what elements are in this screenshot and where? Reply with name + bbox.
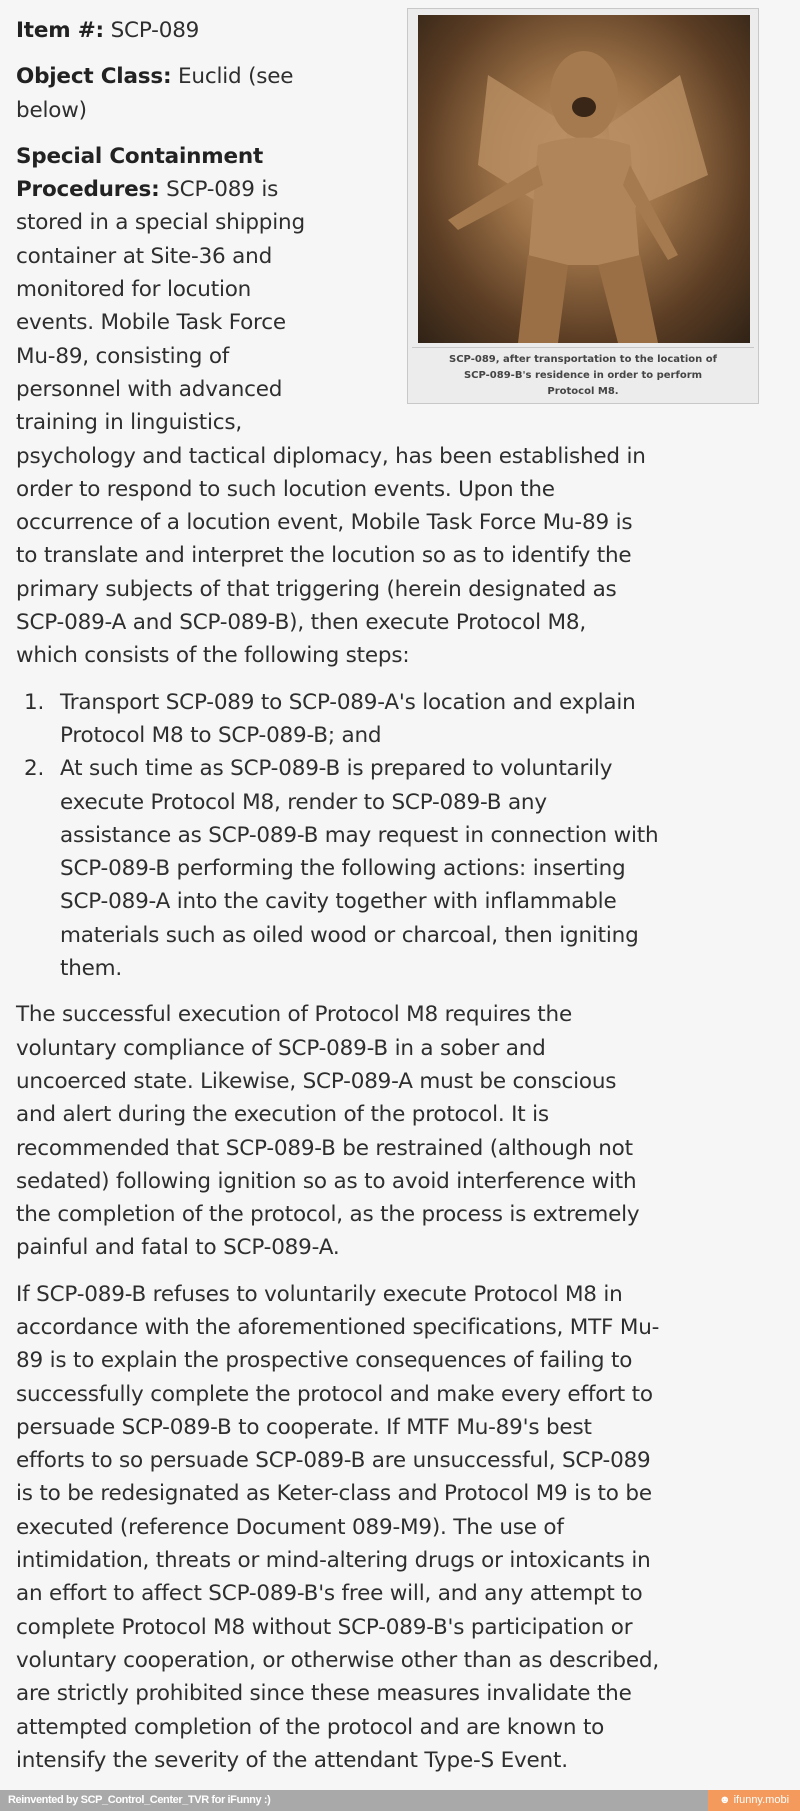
procedures-line: to translate and interpret the locution so as to identify the	[16, 543, 632, 569]
item-label: Item #:	[16, 18, 104, 43]
procedures-label-cont: Procedures:	[16, 177, 160, 203]
paragraph-line: painful and fatal to SCP-089-A.	[16, 1235, 340, 1261]
caption-line: Protocol M8.	[547, 386, 619, 397]
class-label: Object Class:	[16, 64, 172, 90]
protocol-steps	[16, 686, 786, 986]
procedures-label: Special Containment	[16, 143, 264, 169]
paragraph-line: the completion of the protocol, as the process is extremely	[16, 1202, 640, 1228]
class-value: Euclid (see	[171, 64, 294, 90]
paragraph-line: uncoerced state. Likewise, SCP-089-A must be conscious	[16, 1068, 617, 1094]
step-line: SCP-089-A into the cavity together with inflammable	[60, 889, 617, 915]
paragraph	[16, 1278, 786, 1777]
step-line: them.	[60, 956, 123, 982]
procedures-line: events. Mobile Task Force	[16, 310, 286, 336]
scp-document	[16, 14, 786, 1790]
step-line: Transport SCP-089 to SCP-089-A's location and explain	[60, 689, 636, 715]
paragraph-line: voluntary cooperation, or otherwise other than as described,	[16, 1647, 659, 1673]
procedures-line: personnel with advanced	[16, 376, 283, 402]
item-value: SCP-089	[103, 18, 200, 43]
list-number: 1.	[24, 689, 45, 715]
step-line: Protocol M8 to SCP-089-B; and	[60, 722, 382, 748]
paragraph	[16, 998, 786, 1264]
paragraph-line: and alert during the execution of the protocol. It is	[16, 1102, 549, 1128]
paragraph-line: executed (reference Document 089-M9). The use of	[16, 1514, 564, 1540]
procedures-line: which consists of the following steps:	[16, 643, 410, 669]
caption-line: SCP-089, after transportation to the location of	[449, 354, 717, 365]
procedures-line: container at Site-36 and	[16, 243, 273, 269]
paragraph-line: attempted completion of the protocol and are known to	[16, 1714, 605, 1740]
paragraph-line: intimidation, threats or mind-altering drugs or intoxicants in	[16, 1548, 651, 1574]
ifunny-link[interactable]: ☻ ifunny.mobi	[708, 1790, 800, 1811]
procedures-text: SCP-089 is	[159, 177, 279, 203]
paragraph-line: is to be redesignated as Keter-class and Protocol M9 is to be	[16, 1481, 652, 1507]
paragraph-line: sedated) following ignition so as to avoid interference with	[16, 1168, 637, 1194]
paragraph-line: successfully complete the protocol and make every effort to	[16, 1381, 653, 1407]
paragraph-line: voluntary compliance of SCP-089-B in a sober and	[16, 1035, 546, 1061]
paragraph-line: efforts to so persuade SCP-089-B are unsuccessful, SCP-089	[16, 1448, 651, 1474]
paragraph-line: intensify the severity of the attendant Type-S Event.	[16, 1747, 568, 1773]
paragraph-line: accordance with the aforementioned specifications, MTF Mu-	[16, 1314, 660, 1340]
paragraph-line: an effort to affect SCP-089-B's free will, and any attempt to	[16, 1581, 643, 1607]
procedures-line: training in linguistics,	[16, 410, 243, 436]
paragraph-line: If SCP-089-B refuses to voluntarily execute Protocol M8 in	[16, 1281, 623, 1307]
paragraph-line: The successful execution of Protocol M8 requires the	[16, 1002, 572, 1028]
step-line: materials such as oiled wood or charcoal, then igniting	[60, 922, 639, 948]
step-line: assistance as SCP-089-B may request in connection with	[60, 822, 659, 848]
paragraph-line: persuade SCP-089-B to cooperate. If MTF Mu-89's best	[16, 1414, 592, 1440]
list-number: 2.	[24, 756, 45, 782]
paragraph-line: complete Protocol M8 without SCP-089-B's participation or	[16, 1614, 633, 1640]
step-line: execute Protocol M8, render to SCP-089-B any	[60, 789, 547, 815]
object-class	[16, 60, 786, 127]
paragraph-line: are strictly prohibited since these measures invalidate the	[16, 1681, 632, 1707]
containment-procedures	[16, 140, 786, 673]
procedures-line: SCP-089-A and SCP-089-B), then execute Protocol M8,	[16, 610, 586, 636]
item-number	[16, 14, 786, 47]
class-value-cont: below)	[16, 97, 87, 123]
step-line: SCP-089-B performing the following actions: inserting	[60, 856, 626, 882]
procedures-line: monitored for locution	[16, 277, 252, 303]
procedures-line: occurrence of a locution event, Mobile Task Force Mu-89 is	[16, 510, 633, 536]
step-line: At such time as SCP-089-B is prepared to voluntarily	[60, 756, 613, 782]
procedures-line: stored in a special shipping	[16, 210, 305, 236]
caption-line: SCP-089-B's residence in order to perform	[463, 370, 703, 381]
paragraph-line: recommended that SCP-089-B be restrained (although not	[16, 1135, 633, 1161]
credit-text: Reinvented by SCP_Control_Center_TVR for iFunny :)	[8, 1794, 271, 1806]
procedures-line: psychology and tactical diplomacy, has been established in	[16, 443, 646, 469]
procedures-line: Mu-89, consisting of	[16, 343, 230, 369]
footer-bar	[0, 1790, 800, 1811]
list-item	[16, 686, 786, 753]
paragraph-line: 89 is to explain the prospective consequences of failing to	[16, 1348, 633, 1374]
procedures-line: order to respond to such locution events. Upon the	[16, 476, 555, 502]
procedures-line: primary subjects of that triggering (herein designated as	[16, 576, 617, 602]
list-item	[16, 752, 786, 985]
